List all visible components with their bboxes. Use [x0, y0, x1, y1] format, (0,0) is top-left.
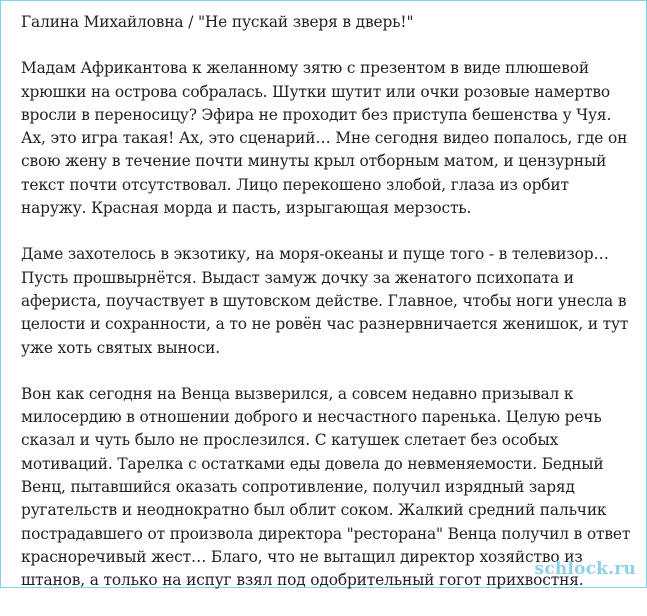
article-content — [21, 11, 633, 616]
article-title: Галина Михайловна / "Не пускай зверя в дверь!" — [21, 13, 414, 31]
article-paragraph-2: Даме захотелось в экзотику, на моря-океаны и пуще того - в телевизор… Пусть прошвырнётся. Выдаст замуж дочку за женатого психопата и афериста, поучаствует в шутовском действе. Главное, чтобы ноги унесла в целости и сохранности, а то не ровён час разнервничается женишок, и тут уже хоть святых выноси. — [21, 245, 629, 357]
site-watermark: schlock.ru — [534, 559, 636, 579]
article-paragraph-1: Мадам Африкантова к желанному зятю с презентом в виде плюшевой хрюшки на острова собралась. Шутки шутит или очки розовые намертво вросли в переносицу? Эфира не проходит без приступа бешенства у Чуя. Ах, это игра такая! Ах, это сценарий… Мне сегодня видео попалось, где он свою жену в течение почти минуты крыл отборным матом, и цензурный текст почти отсутствовал. Лицо перекошено злобой, глаза из орбит наружу. Красная морда и пасть, изрыгающая мерзость. — [21, 59, 628, 218]
article-paragraph-3: Вон как сегодня на Венца вызверился, а совсем недавно призывал к милосердию в отношении доброго и несчастного паренька. Целую речь сказал и чуть было не прослезился. С катушек слетает без особых мотиваций. Тарелка с остатками еды довела до невменяемости. Бедный Венц, пытавшийся оказать сопротивление, получил изрядный заряд ругательств и неоднократно был облит соком. Жалкий средний пальчик пострадавшего от произвола директора "ресторана" Венца получил в ответ красноречивый жест… Благо, что не вытащил директор хозяйство из штанов, а только на испуг взял под одобрительный гогот прихвостня. — [21, 384, 631, 590]
